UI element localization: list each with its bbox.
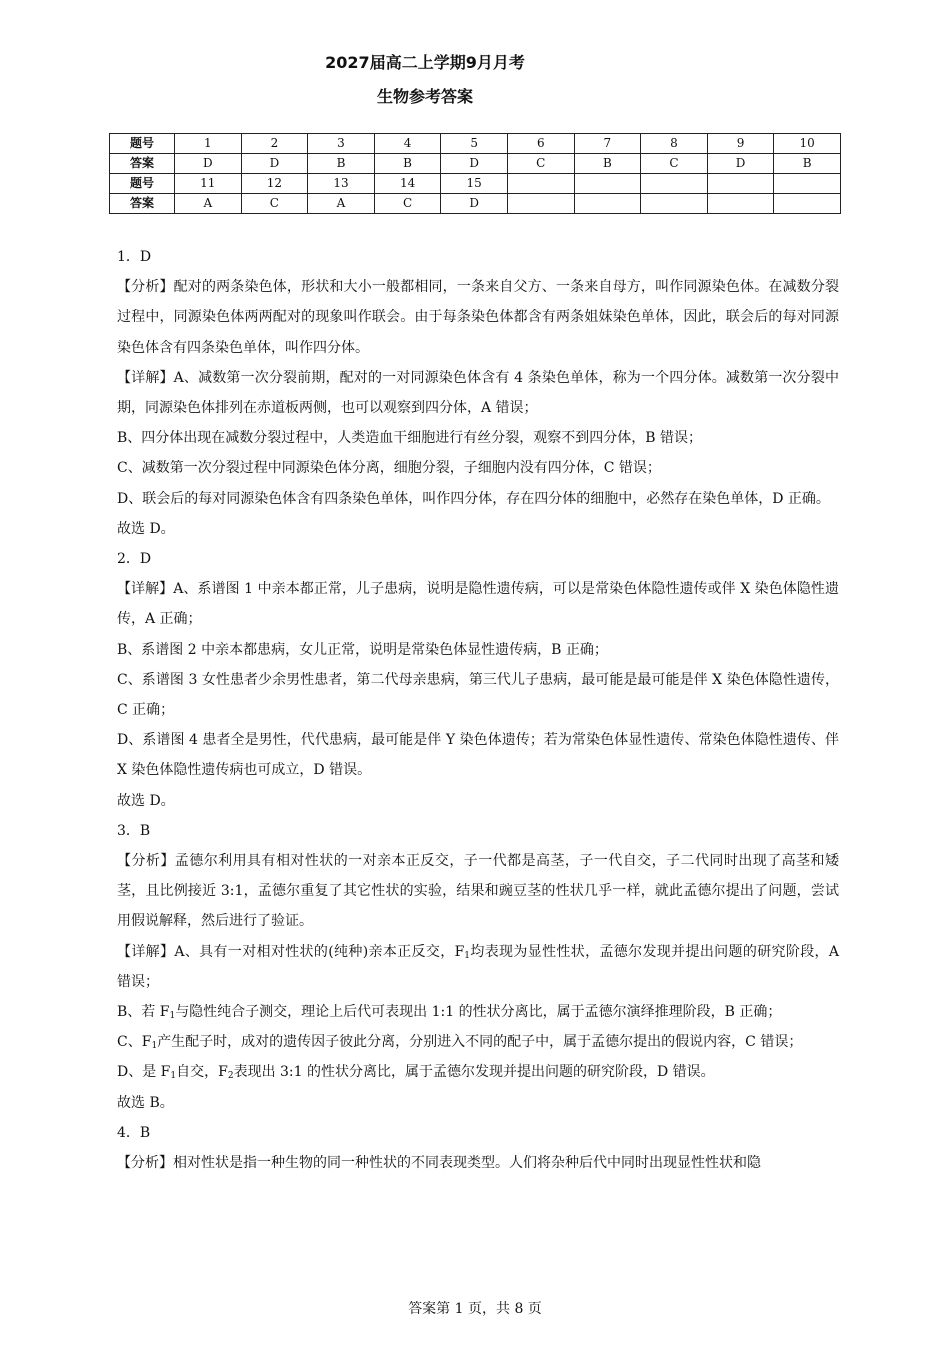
table-cell: B [374,154,441,174]
analysis-text: 配对的两条染色体，形状和大小一般都相同，一条来自父方、一条来自母方，叫作同源染色体。在减数分裂过程中，同源染色体两两配对的现象叫作联会。由于每条染色体都含有两条姐妹染色单体，因此，联会后的每对同源染色体含有四条染色单体，叫作四分体。 [117,279,839,356]
page-footer: 答案第 1 页，共 8 页 [408,1301,542,1317]
detail-option-b-post: 与隐性纯合子测交，理论上后代可表现出 1:1 的性状分离比，属于孟德尔演绎推理阶段，B 正确； [175,1004,782,1021]
table-cell: 2 [241,134,308,154]
table-row [110,174,841,194]
table-cell: D [441,194,508,214]
table-cell: D [241,154,308,174]
table-cell: C [507,154,574,174]
table-cell: 8 [641,134,708,154]
analysis-label: 【分析】 [117,279,174,296]
subscript: 1 [151,1041,158,1052]
analysis-label: 【分析】 [117,1155,173,1172]
table-cell: 9 [707,134,774,154]
detail-option-c-post: 产生配子时，成对的遗传因子彼此分离，分别进入不同的配子中，属于孟德尔提出的假说内容，C 错误； [157,1034,803,1051]
detail-option-a-pre: A、具有一对相对性状的(纯种)亲本正反交，F [174,943,465,960]
question-heading: 4．B [117,1124,151,1141]
question-heading: 3．B [117,822,151,839]
subscript: 1 [464,950,471,961]
subscript: 1 [170,1071,177,1082]
row-label: 题号 [110,134,175,154]
detail-option-c [117,1027,839,1057]
table-cell: D [441,154,508,174]
table-row [110,194,841,214]
detail-paragraph [117,937,839,997]
detail-option-d: D、联会后的每对同源染色体含有四条染色单体，叫作四分体，存在四分体的细胞中，必然存在染色单体，D 正确。 [117,490,830,507]
table-row [110,134,841,154]
detail-label: 【详解】 [117,369,174,386]
detail-label: 【详解】 [117,581,174,598]
table-cell: 4 [374,134,441,154]
table-cell: C [374,194,441,214]
analysis-text: 相对性状是指一种生物的同一种性状的不同表现类型。人们将杂种后代中同时出现显性性状和隐 [173,1155,761,1172]
table-cell [774,174,841,194]
table-cell: 14 [374,174,441,194]
detail-option-d-mid: 自交，F [176,1064,228,1081]
question-heading: 1．D [117,249,152,265]
analysis-paragraph [117,1148,839,1178]
table-cell [574,194,641,214]
row-label: 答案 [110,154,175,174]
table-cell: 3 [308,134,375,154]
detail-option-a: A、系谱图 1 中亲本都正常，儿子患病，说明是隐性遗传病，可以是常染色体隐性遗传或伴 X 染色体隐性遗传，A 正确； [117,581,839,628]
table-cell: B [574,154,641,174]
table-cell: A [308,194,375,214]
detail-option-c: C、系谱图 3 女性患者少余男性患者，第二代母亲患病，第三代儿子患病，最可能是最可能是伴 X 染色体隐性遗传，C 正确； [117,671,839,719]
detail-paragraph [117,574,839,634]
detail-option-b-pre: B、若 F [117,1004,170,1021]
detail-label: 【详解】 [117,943,175,960]
table-cell [507,194,574,214]
table-cell: 10 [774,134,841,154]
detail-option-c-pre: C、F [117,1034,152,1051]
table-cell [707,194,774,214]
table-cell [774,194,841,214]
detail-paragraph [117,363,839,423]
subscript: 1 [169,1011,176,1022]
conclusion: 故选 B。 [117,1094,174,1111]
table-cell [641,174,708,194]
table-cell: 5 [441,134,508,154]
table-cell [507,174,574,194]
table-cell: 13 [308,174,375,194]
table-cell [574,174,641,194]
detail-option-d: D、系谱图 4 患者全是男性，代代患病，最可能是伴 Y 染色体遗传；若为常染色体显性遗传、常染色体隐性遗传、伴 X 染色体隐性遗传病也可成立，D 错误。 [117,732,839,779]
subscript: 2 [227,1071,234,1082]
detail-option-d-post: 表现出 3:1 的性状分离比，属于孟德尔发现并提出问题的研究阶段，D 错误。 [233,1064,715,1081]
detail-option-a-post: 均表现为显性性状，孟德尔发现并提出问题的研究阶段，A 错误； [117,943,840,990]
row-label: 答案 [110,194,175,214]
table-cell: 12 [241,174,308,194]
table-cell: B [774,154,841,174]
answer-table [109,133,841,214]
table-row [110,154,841,174]
answer-explanations [117,242,839,1178]
table-cell [707,174,774,194]
page-title: 2027届高二上学期9月月考 [325,53,525,72]
table-cell: C [241,194,308,214]
table-cell: B [308,154,375,174]
detail-option-a: A、减数第一次分裂前期，配对的一对同源染色体含有 4 条染色单体，称为一个四分体。减数第一次分裂中期，同源染色体排列在赤道板两侧，也可以观察到四分体，A 错误； [117,369,840,417]
analysis-label: 【分析】 [117,853,175,870]
detail-option-b: B、四分体出现在减数分裂过程中，人类造血干细胞进行有丝分裂，观察不到四分体，B 错误； [117,430,703,447]
analysis-paragraph [117,272,839,363]
analysis-text: 孟德尔利用具有相对性状的一对亲本正反交，子一代都是高茎，子一代自交，子二代同时出现了高茎和矮茎，且比例接近 3:1，孟德尔重复了其它性状的实验，结果和豌豆茎的性状几乎一样，就此孟德尔提出了问题，尝试用假说解释，然后进行了验证。 [117,853,839,930]
table-cell: 6 [507,134,574,154]
detail-option-b [117,997,839,1027]
page-subtitle: 生物参考答案 [376,87,473,106]
detail-option-d [117,1057,839,1087]
table-cell: 7 [574,134,641,154]
table-cell: 15 [441,174,508,194]
detail-option-c: C、减数第一次分裂过程中同源染色体分离，细胞分裂，子细胞内没有四分体，C 错误； [117,460,661,477]
conclusion: 故选 D。 [117,792,175,809]
table-cell: A [175,194,242,214]
table-cell [641,194,708,214]
question-heading: 2．D [117,551,152,568]
row-label: 题号 [110,174,175,194]
detail-option-b: B、系谱图 2 中亲本都患病，女儿正常，说明是常染色体显性遗传病，B 正确； [117,641,608,658]
conclusion: 故选 D。 [117,520,175,537]
detail-option-d-pre: D、是 F [117,1064,171,1081]
table-cell: D [707,154,774,174]
table-cell: D [175,154,242,174]
table-cell: 11 [175,174,242,194]
table-cell: 1 [175,134,242,154]
analysis-paragraph [117,846,839,937]
table-cell: C [641,154,708,174]
